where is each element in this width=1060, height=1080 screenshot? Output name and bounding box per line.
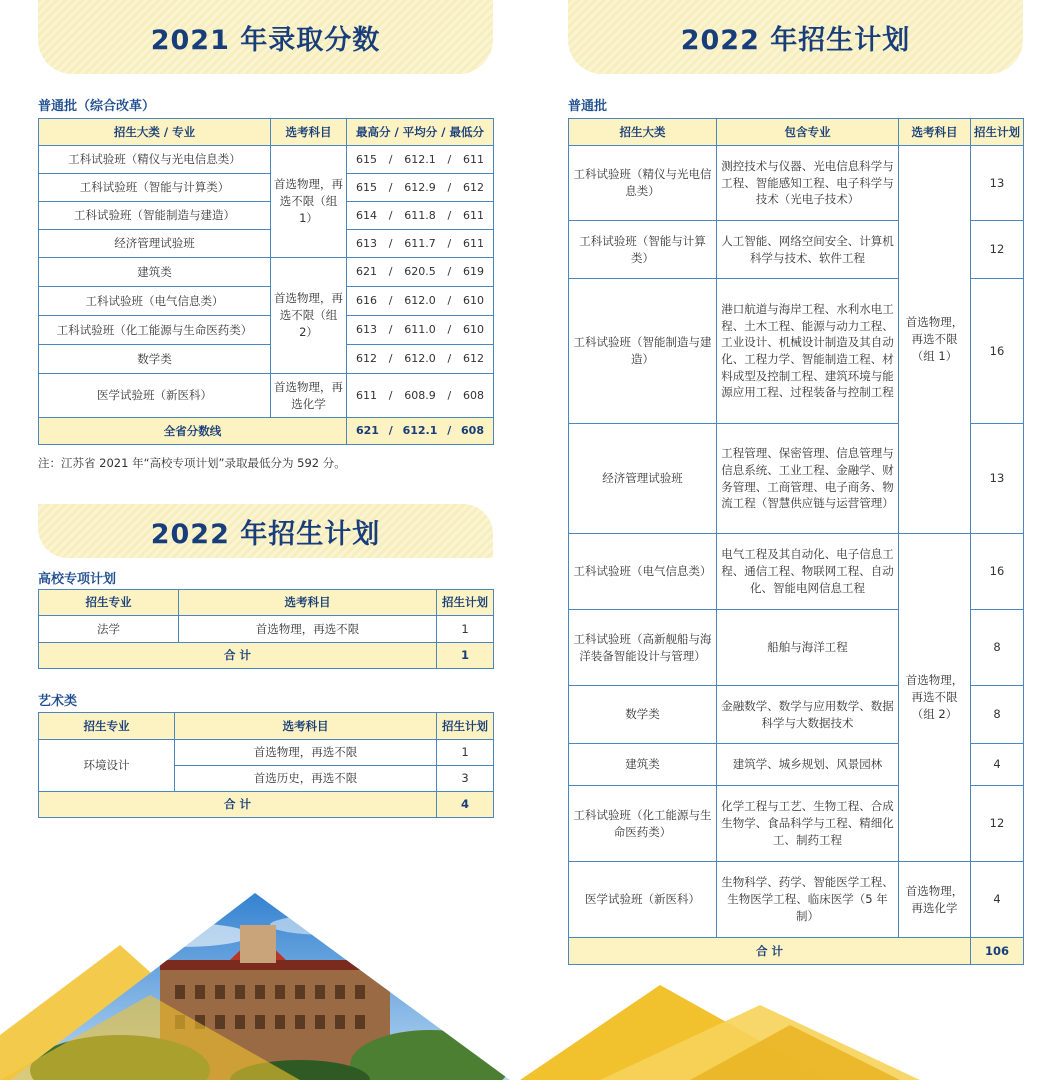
section-label-general-plan: 普通批 [568, 99, 608, 114]
general-plan-table [568, 118, 1024, 965]
table-cell-category: 经济管理试验班 [569, 424, 717, 534]
score-table [38, 118, 494, 445]
col-header-subject: 选考科目 [899, 119, 971, 146]
special-plan-table [38, 589, 494, 669]
table-cell-category: 工科试验班（电气信息类） [569, 534, 717, 610]
table-cell-plan: 4 [971, 862, 1024, 938]
col-header-major: 招生大类 / 专业 [39, 119, 271, 146]
col-header-subject: 选考科目 [179, 590, 437, 616]
table-cell-majors: 建筑学、城乡规划、风景园林 [717, 744, 899, 786]
score-cell: 616 / 612.0 / 610 [347, 287, 494, 316]
section-label-general: 普通批（综合改革） [38, 99, 156, 114]
plan-title-left: 2022 年招生计划 [150, 518, 381, 550]
section-label-art: 艺术类 [38, 694, 78, 709]
table-cell-major: 经济管理试验班 [39, 230, 271, 258]
score-cell: 614 / 611.8 / 611 [347, 202, 494, 230]
table-cell-plan: 3 [437, 766, 494, 792]
col-header-scores: 最高分 / 平均分 / 最低分 [347, 119, 494, 146]
col-header-plan: 招生计划 [437, 713, 494, 740]
section-label-special: 高校专项计划 [38, 572, 117, 587]
table-cell-majors: 金融数学、数学与应用数学、数据科学与大数据技术 [717, 686, 899, 744]
table-cell-major: 数学类 [39, 345, 271, 374]
footnote: 注：江苏省 2021 年“高校专项计划”录取最低分为 592 分。 [38, 456, 346, 470]
table-cell-plan: 8 [971, 686, 1024, 744]
total-row-label: 合 计 [39, 643, 437, 669]
table-cell-subject: 首选物理，再选化学 [271, 374, 347, 418]
table-cell-category: 工科试验班（智能制造与建造） [569, 279, 717, 424]
table-cell-majors: 电气工程及其自动化、电子信息工程、通信工程、物联网工程、自动化、智能电网信息工程 [717, 534, 899, 610]
table-cell-plan: 16 [971, 279, 1024, 424]
score-cell: 615 / 612.1 / 611 [347, 146, 494, 174]
total-row-label: 全省分数线 [39, 418, 347, 445]
table-cell-plan: 16 [971, 534, 1024, 610]
col-header-major: 招生专业 [39, 713, 175, 740]
table-cell-plan: 12 [971, 786, 1024, 862]
total-plan: 1 [437, 643, 494, 669]
table-cell-subject: 首选物理，再选不限（组 1） [899, 146, 971, 534]
table-cell-plan: 13 [971, 424, 1024, 534]
table-cell-major: 法学 [39, 616, 179, 643]
table-cell-majors: 测控技术与仪器、光电信息科学与工程、智能感知工程、电子科学与技术（光电子技术） [717, 146, 899, 221]
total-plan: 106 [971, 938, 1024, 965]
table-cell-majors: 人工智能、网络空间安全、计算机科学与技术、软件工程 [717, 221, 899, 279]
score-cell: 613 / 611.7 / 611 [347, 230, 494, 258]
table-cell-category: 工科试验班（化工能源与生命医药类） [569, 786, 717, 862]
col-header-majors: 包含专业 [717, 119, 899, 146]
plan-title-banner-left [38, 504, 493, 558]
table-cell-subject: 首选物理，再选不限 [175, 740, 437, 766]
table-cell-subject: 首选物理，再选不限 [179, 616, 437, 643]
table-cell-subject: 首选物理，再选不限（组 1） [271, 146, 347, 258]
col-header-subject: 选考科目 [271, 119, 347, 146]
art-plan-table [38, 712, 494, 818]
total-row-label: 合 计 [569, 938, 971, 965]
table-cell-category: 工科试验班（高新舰船与海洋装备智能设计与管理） [569, 610, 717, 686]
plan-title-banner-right [568, 0, 1023, 74]
table-cell-majors: 生物科学、药学、智能医学工程、生物医学工程、临床医学（5 年制） [717, 862, 899, 938]
score-cell: 613 / 611.0 / 610 [347, 316, 494, 345]
table-cell-majors: 港口航道与海岸工程、水利水电工程、土木工程、能源与动力工程、工业设计、机械设计制造及其自动化、工程力学、智能制造工程、材料成型及控制工程、建筑环境与能源应用工程、过程装备与控制工程 [717, 279, 899, 424]
score-cell: 621 / 620.5 / 619 [347, 258, 494, 287]
table-cell-subject: 首选物理，再选不限（组 2） [271, 258, 347, 374]
table-cell-major: 工科试验班（智能与计算类） [39, 174, 271, 202]
table-cell-subject: 首选历史，再选不限 [175, 766, 437, 792]
col-header-subject: 选考科目 [175, 713, 437, 740]
plan-title-right: 2022 年招生计划 [680, 24, 911, 56]
table-cell-category: 工科试验班（智能与计算类） [569, 221, 717, 279]
score-cell: 612 / 612.0 / 612 [347, 345, 494, 374]
col-header-plan: 招生计划 [437, 590, 494, 616]
table-cell-plan: 13 [971, 146, 1024, 221]
table-cell-category: 医学试验班（新医科） [569, 862, 717, 938]
score-title: 2021 年录取分数 [150, 24, 381, 56]
score-cell: 615 / 612.9 / 612 [347, 174, 494, 202]
table-cell-subject: 首选物理，再选不限（组 2） [899, 534, 971, 862]
table-cell-subject: 首选物理，再选化学 [899, 862, 971, 938]
table-cell-plan: 1 [437, 616, 494, 643]
col-header-category: 招生大类 [569, 119, 717, 146]
table-cell-major: 工科试验班（精仪与光电信息类） [39, 146, 271, 174]
table-cell-major: 医学试验班（新医科） [39, 374, 271, 418]
total-row-label: 合 计 [39, 792, 437, 818]
table-cell-category: 工科试验班（精仪与光电信息类） [569, 146, 717, 221]
table-cell-category: 数学类 [569, 686, 717, 744]
table-cell-plan: 12 [971, 221, 1024, 279]
table-cell-major: 工科试验班（智能制造与建造） [39, 202, 271, 230]
col-header-major: 招生专业 [39, 590, 179, 616]
table-cell-plan: 8 [971, 610, 1024, 686]
table-cell-major: 建筑类 [39, 258, 271, 287]
table-cell-category: 建筑类 [569, 744, 717, 786]
total-score-cell: 621 / 612.1 / 608 [347, 418, 494, 445]
col-header-plan: 招生计划 [971, 119, 1024, 146]
table-cell-majors: 化学工程与工艺、生物工程、合成生物学、食品科学与工程、精细化工、制药工程 [717, 786, 899, 862]
table-cell-major: 工科试验班（电气信息类） [39, 287, 271, 316]
score-title-banner [38, 0, 493, 74]
table-cell-majors: 船舶与海洋工程 [717, 610, 899, 686]
table-cell-major: 环境设计 [39, 740, 175, 792]
score-cell: 611 / 608.9 / 608 [347, 374, 494, 418]
table-cell-plan: 4 [971, 744, 1024, 786]
table-cell-major: 工科试验班（化工能源与生命医药类） [39, 316, 271, 345]
total-plan: 4 [437, 792, 494, 818]
table-cell-plan: 1 [437, 740, 494, 766]
table-cell-majors: 工程管理、保密管理、信息管理与信息系统、工业工程、金融学、财务管理、工商管理、电子商务、物流工程（智慧供应链与运营管理） [717, 424, 899, 534]
